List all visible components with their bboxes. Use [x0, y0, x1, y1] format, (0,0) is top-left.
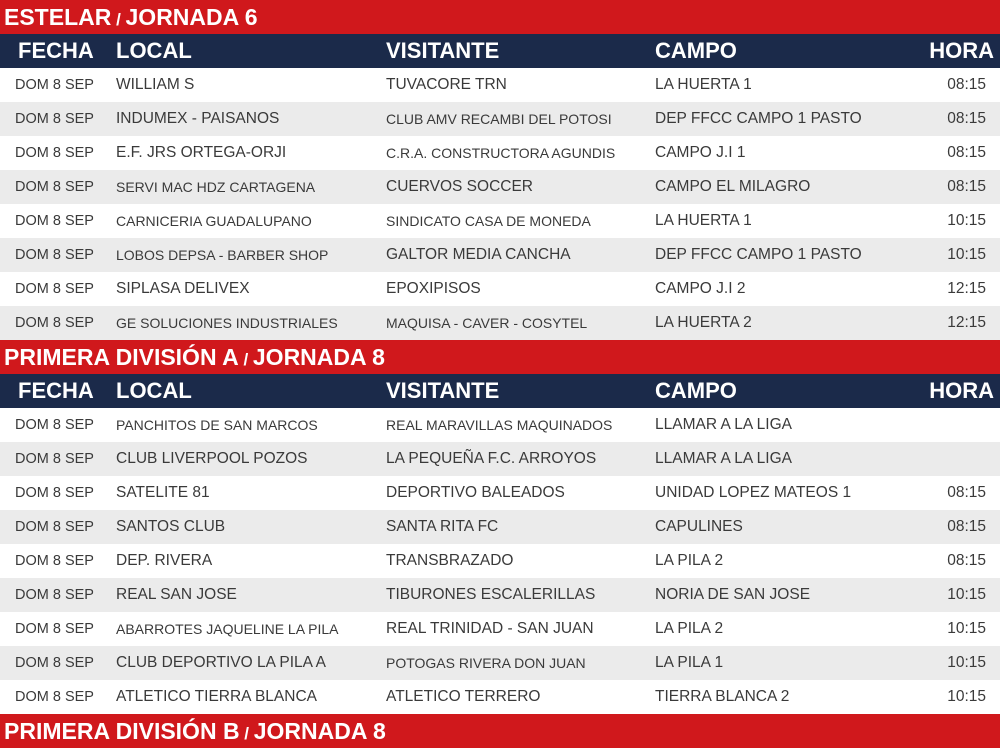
cell-hora: 08:15 — [947, 110, 986, 127]
cell-hora: 08:15 — [947, 484, 986, 501]
section-round: JORNADA 8 — [252, 344, 385, 370]
cell-local: CARNICERIA GUADALUPANO — [116, 213, 312, 229]
cell-campo: LLAMAR A LA LIGA — [655, 416, 792, 433]
cell-fecha: DOM 8 SEP — [15, 621, 94, 637]
cell-campo: NORIA DE SAN JOSE — [655, 586, 811, 603]
cell-local: LOBOS DEPSA - BARBER SHOP — [116, 247, 329, 263]
cell-visitante: DEPORTIVO BALEADOS — [386, 484, 565, 501]
section-separator: / — [111, 10, 126, 29]
cell-local: SIPLASA DELIVEX — [116, 280, 250, 297]
cell-hora: 10:15 — [947, 620, 986, 637]
cell-campo: LA PILA 2 — [655, 620, 724, 637]
cell-local: SATELITE 81 — [116, 484, 210, 501]
cell-fecha: DOM 8 SEP — [15, 281, 94, 297]
section-name: PRIMERA DIVISIÓN B — [4, 718, 240, 744]
cell-hora: 10:15 — [947, 246, 986, 263]
cell-hora: 08:15 — [947, 144, 986, 161]
cell-hora: 10:15 — [947, 586, 986, 603]
cell-campo: LA HUERTA 2 — [655, 314, 752, 331]
cell-visitante: POTOGAS RIVERA DON JUAN — [386, 655, 586, 671]
cell-hora: 08:15 — [947, 76, 986, 93]
header-hora: HORA — [929, 38, 994, 63]
cell-fecha: DOM 8 SEP — [15, 451, 94, 467]
cell-local: SERVI MAC HDZ CARTAGENA — [116, 179, 316, 195]
cell-local: CLUB LIVERPOOL POZOS — [116, 450, 308, 467]
cell-hora: 08:15 — [947, 518, 986, 535]
cell-fecha: DOM 8 SEP — [15, 519, 94, 535]
table-row — [0, 578, 1000, 612]
cell-visitante: REAL MARAVILLAS MAQUINADOS — [386, 417, 613, 433]
header-fecha: FECHA — [18, 378, 94, 403]
cell-local: SANTOS CLUB — [116, 518, 226, 535]
cell-hora: 08:15 — [947, 552, 986, 569]
section-round: JORNADA 8 — [253, 718, 386, 744]
cell-visitante: ATLETICO TERRERO — [386, 688, 541, 705]
cell-visitante: TIBURONES ESCALERILLAS — [386, 586, 596, 603]
table-row — [0, 646, 1000, 680]
cell-local: ABARROTES JAQUELINE LA PILA — [116, 621, 339, 637]
section-name: ESTELAR — [4, 4, 112, 30]
cell-local: DEP. RIVERA — [116, 552, 213, 569]
cell-campo: UNIDAD LOPEZ MATEOS 1 — [655, 484, 852, 501]
cell-visitante: TRANSBRAZADO — [386, 552, 514, 569]
cell-campo: LA HUERTA 1 — [655, 76, 752, 93]
cell-visitante: SANTA RITA FC — [386, 518, 499, 535]
cell-campo: CAMPO J.I 1 — [655, 144, 746, 161]
cell-hora: 10:15 — [947, 688, 986, 705]
section-separator: / — [239, 724, 254, 743]
table-row — [0, 408, 1000, 442]
cell-local: INDUMEX - PAISANOS — [116, 110, 280, 127]
table-row — [0, 612, 1000, 646]
cell-fecha: DOM 8 SEP — [15, 655, 94, 671]
cell-local: CLUB DEPORTIVO LA PILA A — [116, 654, 326, 671]
cell-hora: 12:15 — [947, 314, 986, 331]
cell-campo: LLAMAR A LA LIGA — [655, 450, 792, 467]
cell-campo: LA PILA 1 — [655, 654, 724, 671]
section-separator: / — [238, 350, 253, 369]
cell-fecha: DOM 8 SEP — [15, 417, 94, 433]
cell-fecha: DOM 8 SEP — [15, 179, 94, 195]
cell-fecha: DOM 8 SEP — [15, 213, 94, 229]
table-row — [0, 680, 1000, 714]
section-round: JORNADA 6 — [125, 4, 258, 30]
cell-fecha: DOM 8 SEP — [15, 553, 94, 569]
cell-visitante: REAL TRINIDAD - SAN JUAN — [386, 620, 594, 637]
cell-campo: CAMPO J.I 2 — [655, 280, 746, 297]
section-title — [0, 340, 1000, 374]
header-fecha: FECHA — [18, 38, 94, 63]
cell-hora: 12:15 — [947, 280, 986, 297]
cell-hora: 10:15 — [947, 654, 986, 671]
table-header — [0, 374, 1000, 408]
cell-visitante: GALTOR MEDIA CANCHA — [386, 246, 571, 263]
cell-campo: LA PILA 2 — [655, 552, 724, 569]
section-title — [0, 0, 1000, 34]
table-row — [0, 170, 1000, 204]
cell-fecha: DOM 8 SEP — [15, 247, 94, 263]
cell-fecha: DOM 8 SEP — [15, 111, 94, 127]
cell-local: PANCHITOS DE SAN MARCOS — [116, 417, 318, 433]
cell-visitante: SINDICATO CASA DE MONEDA — [386, 213, 591, 229]
header-visitante: VISITANTE — [386, 38, 500, 63]
cell-local: WILLIAM S — [116, 76, 195, 93]
cell-local: GE SOLUCIONES INDUSTRIALES — [116, 315, 338, 331]
cell-fecha: DOM 8 SEP — [15, 587, 94, 603]
table-row — [0, 238, 1000, 272]
cell-local: REAL SAN JOSE — [116, 586, 237, 603]
cell-local: ATLETICO TIERRA BLANCA — [116, 688, 317, 705]
table-row — [0, 510, 1000, 544]
cell-fecha: DOM 8 SEP — [15, 315, 94, 331]
table-row — [0, 544, 1000, 578]
cell-hora: 10:15 — [947, 212, 986, 229]
table-row — [0, 272, 1000, 306]
cell-fecha: DOM 8 SEP — [15, 485, 94, 501]
header-local: LOCAL — [116, 38, 192, 63]
cell-campo: CAMPO EL MILAGRO — [655, 178, 811, 195]
header-hora: HORA — [929, 378, 994, 403]
table-row — [0, 306, 1000, 340]
cell-visitante: LA PEQUEÑA F.C. ARROYOS — [386, 450, 597, 467]
header-campo: CAMPO — [655, 38, 737, 63]
cell-campo: TIERRA BLANCA 2 — [655, 688, 790, 705]
cell-fecha: DOM 8 SEP — [15, 77, 94, 93]
cell-campo: DEP FFCC CAMPO 1 PASTO — [655, 246, 862, 263]
cell-fecha: DOM 8 SEP — [15, 145, 94, 161]
table-row — [0, 204, 1000, 238]
cell-visitante: CLUB AMV RECAMBI DEL POTOSI — [386, 111, 612, 127]
cell-hora: 08:15 — [947, 178, 986, 195]
header-campo: CAMPO — [655, 378, 737, 403]
header-visitante: VISITANTE — [386, 378, 500, 403]
section-title — [0, 714, 1000, 748]
table-row — [0, 442, 1000, 476]
cell-campo: LA HUERTA 1 — [655, 212, 752, 229]
table-header — [0, 34, 1000, 68]
table-row — [0, 476, 1000, 510]
table-row — [0, 136, 1000, 170]
header-local: LOCAL — [116, 378, 192, 403]
cell-visitante: CUERVOS SOCCER — [386, 178, 533, 195]
cell-campo: CAPULINES — [655, 518, 743, 535]
cell-visitante: EPOXIPISOS — [386, 280, 481, 297]
cell-campo: DEP FFCC CAMPO 1 PASTO — [655, 110, 862, 127]
table-row — [0, 102, 1000, 136]
cell-fecha: DOM 8 SEP — [15, 689, 94, 705]
cell-visitante: TUVACORE TRN — [386, 76, 507, 93]
table-row — [0, 68, 1000, 102]
cell-visitante: C.R.A. CONSTRUCTORA AGUNDIS — [386, 145, 616, 161]
cell-visitante: MAQUISA - CAVER - COSYTEL — [386, 315, 588, 331]
cell-local: E.F. JRS ORTEGA-ORJI — [116, 144, 287, 161]
section-name: PRIMERA DIVISIÓN A — [4, 344, 239, 370]
